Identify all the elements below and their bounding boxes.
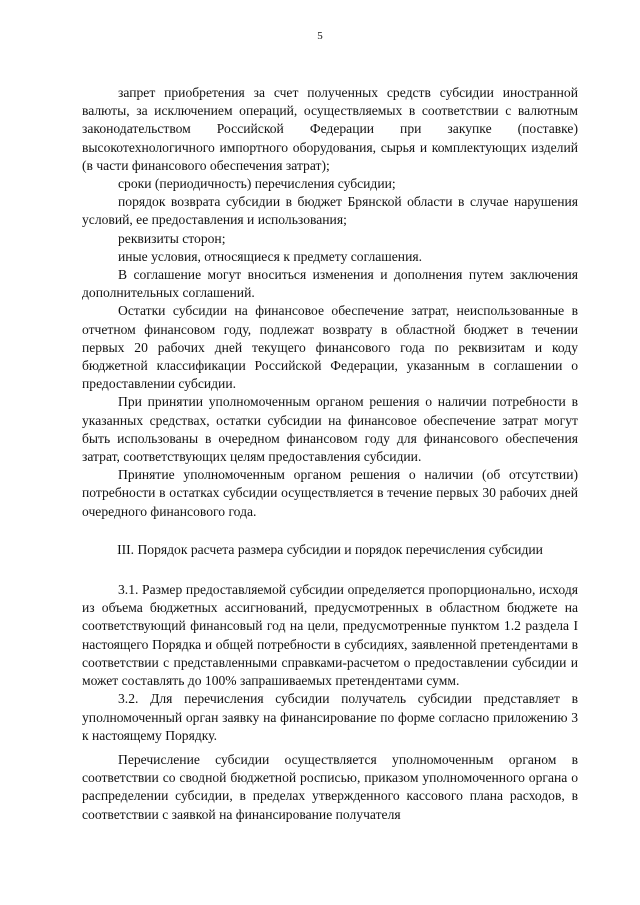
paragraph: Принятие уполномоченным органом решения о наличии (об отсутствии) потребности в остатках субсидии осуществляется в течение первых 30 рабочих дней очередного финансового года. [82, 467, 578, 519]
paragraph: В соглашение могут вноситься изменения и дополнения путем заключения дополнительных соглашений. [82, 267, 578, 301]
paragraph: Перечисление субсидии осуществляется уполномоченным органом в соответствии со сводной бюджетной росписью, приказом уполномоченного органа о распределении субсидии, в пределах утвержденного кассового плана расходов, в соответствии с заявкой на финансирование получателя [82, 751, 578, 822]
document-body [82, 84, 578, 824]
paragraph: сроки (периодичность) перечисления субсидии; [118, 176, 396, 192]
section-heading: III. Порядок расчета размера субсидии и порядок перечисления субсидии [117, 541, 543, 557]
paragraph: Остатки субсидии на финансовое обеспечение затрат, неиспользованные в отчетном финансовом году, подлежат возврату в областной бюджет в течении первых 20 рабочих дней текущего финансового года по реквизитам и коду бюджетной классификации Российской Федерации, указанным в соглашении о предоставлении субсидии. [82, 303, 578, 392]
paragraph: запрет приобретения за счет полученных средств субсидии иностранной валюты, за исключением операций, осуществляемых в соответствии с валютным законодательством Российской Федерации при закупке (поставке) высокотехнологичного импортного оборудования, сырья и комплектующих изделий (в части финансового обеспечения затрат); [82, 85, 578, 173]
page-number: 5 [317, 30, 323, 42]
paragraph: 3.2. Для перечисления субсидии получатель субсидии представляет в уполномоченный орган заявку на финансирование по форме согласно приложению 3 к настоящему Порядку. [82, 691, 578, 743]
paragraph: 3.1. Размер предоставляемой субсидии определяется пропорционально, исходя из объема бюджетных ассигнований, предусмотренных в областном бюджете на соответствующий финансовый год на цели, предусмотренные пунктом 1.2 раздела I настоящего Порядка и общей потребности в субсидиях, заявленной претендентами в соответствии с представленными справками-расчетом о предоставлении субсидии и может составлять до 100% запрашиваемых претендентами сумм. [82, 582, 578, 689]
paragraph: порядок возврата субсидии в бюджет Брянской области в случае нарушения условий, ее предоставления и использования; [82, 194, 578, 228]
paragraph: реквизиты сторон; [118, 230, 226, 246]
paragraph: При принятии уполномоченным органом решения о наличии потребности в указанных средствах, остатки субсидии на финансовое обеспечение затрат могут быть использованы в очередном финансовом году для финансового обеспечения затрат, соответствующих целям предоставления субсидии. [82, 394, 578, 465]
paragraph: иные условия, относящиеся к предмету соглашения. [118, 248, 422, 264]
